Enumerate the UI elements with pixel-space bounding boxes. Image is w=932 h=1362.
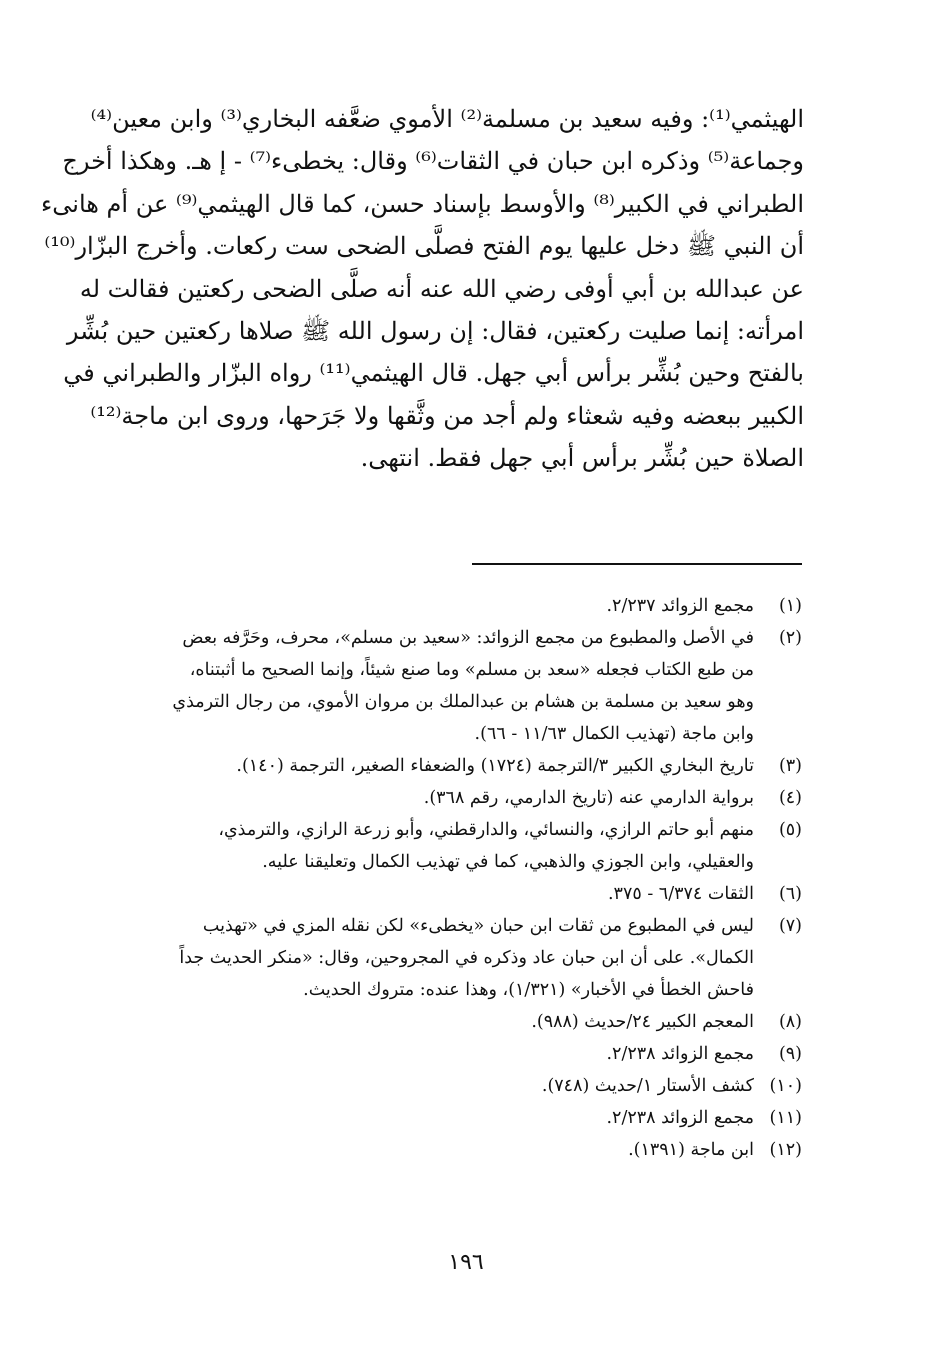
footnote-text (112, 622, 754, 750)
footnote-text (112, 590, 754, 622)
main-paragraph (40, 98, 804, 480)
footnote-text (112, 1102, 754, 1134)
footnote-line: من طبع الكتاب فجعله «سعد بن مسلم» وما صنع شيئاً، وإنما الصحيح ما أثبتناه، (189, 660, 754, 680)
footnote-text (112, 1134, 754, 1166)
footnote (112, 1038, 802, 1070)
footnote-text (112, 782, 754, 814)
text-line: الطبراني في الكبير⁽⁸⁾ والأوسط بإسناد حسن، كما قال الهيثمي⁽⁹⁾ عن أم هانىء (40, 189, 804, 218)
footnote-line: مجمع الزوائد ٢/٢٣٧. (606, 596, 754, 616)
page-number: ١٩٦ (448, 1250, 484, 1275)
text-line: الكبير ببعضه وفيه شعثاء ولم أجد من وثَّقها ولا جَرَحها، وروى ابن ماجة⁽¹²⁾ (90, 401, 804, 430)
footnote-separator (472, 563, 802, 565)
text-line: الصلاة حين بُشِّر برأس أبي جهل فقط. انتهى. (360, 444, 804, 473)
footnote-line: تاريخ البخاري الكبير ٣/الترجمة (١٧٢٤) والضعفاء الصغير، الترجمة (١٤٠). (236, 756, 754, 776)
footnote-line: منهم أبو حاتم الرازي، والنسائي، والدارقطني، وأبو زرعة الرازي، والترمذي، (218, 820, 754, 840)
text-line: أن النبي ﷺ دخل عليها يوم الفتح فصلَّى الضحى ست ركعات. وأخرج البزّار⁽¹⁰⁾ (44, 232, 804, 261)
footnote-number: (٧) (778, 916, 802, 936)
footnote-number: (١١) (769, 1108, 802, 1128)
footnote (112, 878, 802, 910)
footnote-line: مجمع الزوائد ٢/٢٣٨. (606, 1108, 754, 1128)
footnote-line: في الأصل والمطبوع من مجمع الزوائد: «سعيد بن مسلم»، محرف، وحَرَّفه بعض (182, 628, 754, 648)
footnote-line: الثقات ٦/٣٧٤ - ٣٧٥. (607, 884, 754, 904)
footnote-number: (١٠) (769, 1076, 802, 1096)
text-line: عن عبدالله بن أبي أوفى رضي الله عنه أنه صلَّى الضحى ركعتين فقالت له (79, 274, 804, 303)
footnote (112, 1006, 802, 1038)
footnote-line: برواية الدارمي عنه (تاريخ الدارمي، رقم ٣٦٨). (423, 788, 754, 808)
footnote-number: (٥) (778, 820, 802, 840)
footnote (112, 622, 802, 750)
footnote-number: (١) (778, 596, 802, 616)
footnote (112, 782, 802, 814)
footnote-number: (٢) (778, 628, 802, 648)
footnote-line: وابن ماجة (تهذيب الكمال ١١/٦٣ - ٦٦). (474, 724, 754, 744)
footnote-line: المعجم الكبير ٢٤/حديث (٩٨٨). (531, 1012, 754, 1032)
footnote-text (112, 1038, 754, 1070)
footnote-line: الكمال». على أن ابن حبان عاد وذكره في المجروحين، وقال: «منكر الحديث جداً (179, 948, 754, 968)
footnote-number: (٨) (778, 1012, 802, 1032)
footnote-line: وهو سعيد بن مسلمة بن هشام بن عبدالملك بن مروان الأموي، من رجال الترمذي (172, 692, 754, 712)
footnote-text (112, 878, 754, 910)
footnote-line: فاحش الخطأ في الأخبار» (١/٣٢١)، وهذا عنده: متروك الحديث. (303, 980, 754, 1000)
footnote-line: كشف الأستار ١/حديث (٧٤٨). (541, 1076, 754, 1096)
footnote-line: مجمع الزوائد ٢/٢٣٨. (606, 1044, 754, 1064)
footnote-number: (٦) (778, 884, 802, 904)
footnote-line: ابن ماجة (١٣٩١). (628, 1140, 754, 1160)
main-text-block (40, 98, 804, 480)
footnote (112, 1134, 802, 1166)
text-line: وجماعة⁽⁵⁾ وذكره ابن حبان في الثقات⁽⁶⁾ وقال: يخطىء⁽⁷⁾ - إ هـ. وهكذا أخرج (62, 147, 804, 176)
footnote-number: (٩) (778, 1044, 802, 1064)
footnote-text (112, 1006, 754, 1038)
footnote-number: (٣) (778, 756, 802, 776)
footnote-text (112, 750, 754, 782)
footnote-number: (٤) (778, 788, 802, 808)
text-line: الهيثمي⁽¹⁾: وفيه سعيد بن مسلمة⁽²⁾ الأموي ضعَّفه البخاري⁽³⁾ وابن معين⁽⁴⁾ (90, 105, 804, 133)
footnote-text (112, 1070, 754, 1102)
footnote-number: (١٢) (769, 1140, 802, 1160)
footnote (112, 1102, 802, 1134)
footnote (112, 814, 802, 878)
footnote (112, 750, 802, 782)
footnotes-list (112, 590, 802, 1166)
footnote (112, 910, 802, 1006)
footnote-line: ليس في المطبوع من ثقات ابن حبان «يخطىء» لكن نقله المزي في «تهذيب (202, 916, 754, 936)
footnote (112, 590, 802, 622)
footnote-line: والعقيلي، وابن الجوزي والذهبي، كما في تهذيب الكمال وتعليقنا عليه. (262, 852, 754, 872)
text-line: امرأته: إنما صليت ركعتين، فقال: إن رسول الله ﷺ صلاها ركعتين حين بُشِّر (66, 317, 804, 346)
footnote-text (112, 814, 754, 878)
text-line: بالفتح وحين بُشِّر برأس أبي جهل. قال الهيثمي⁽¹¹⁾ رواه البزّار والطبراني في (63, 359, 804, 388)
footnote (112, 1070, 802, 1102)
footnote-text (112, 910, 754, 1006)
